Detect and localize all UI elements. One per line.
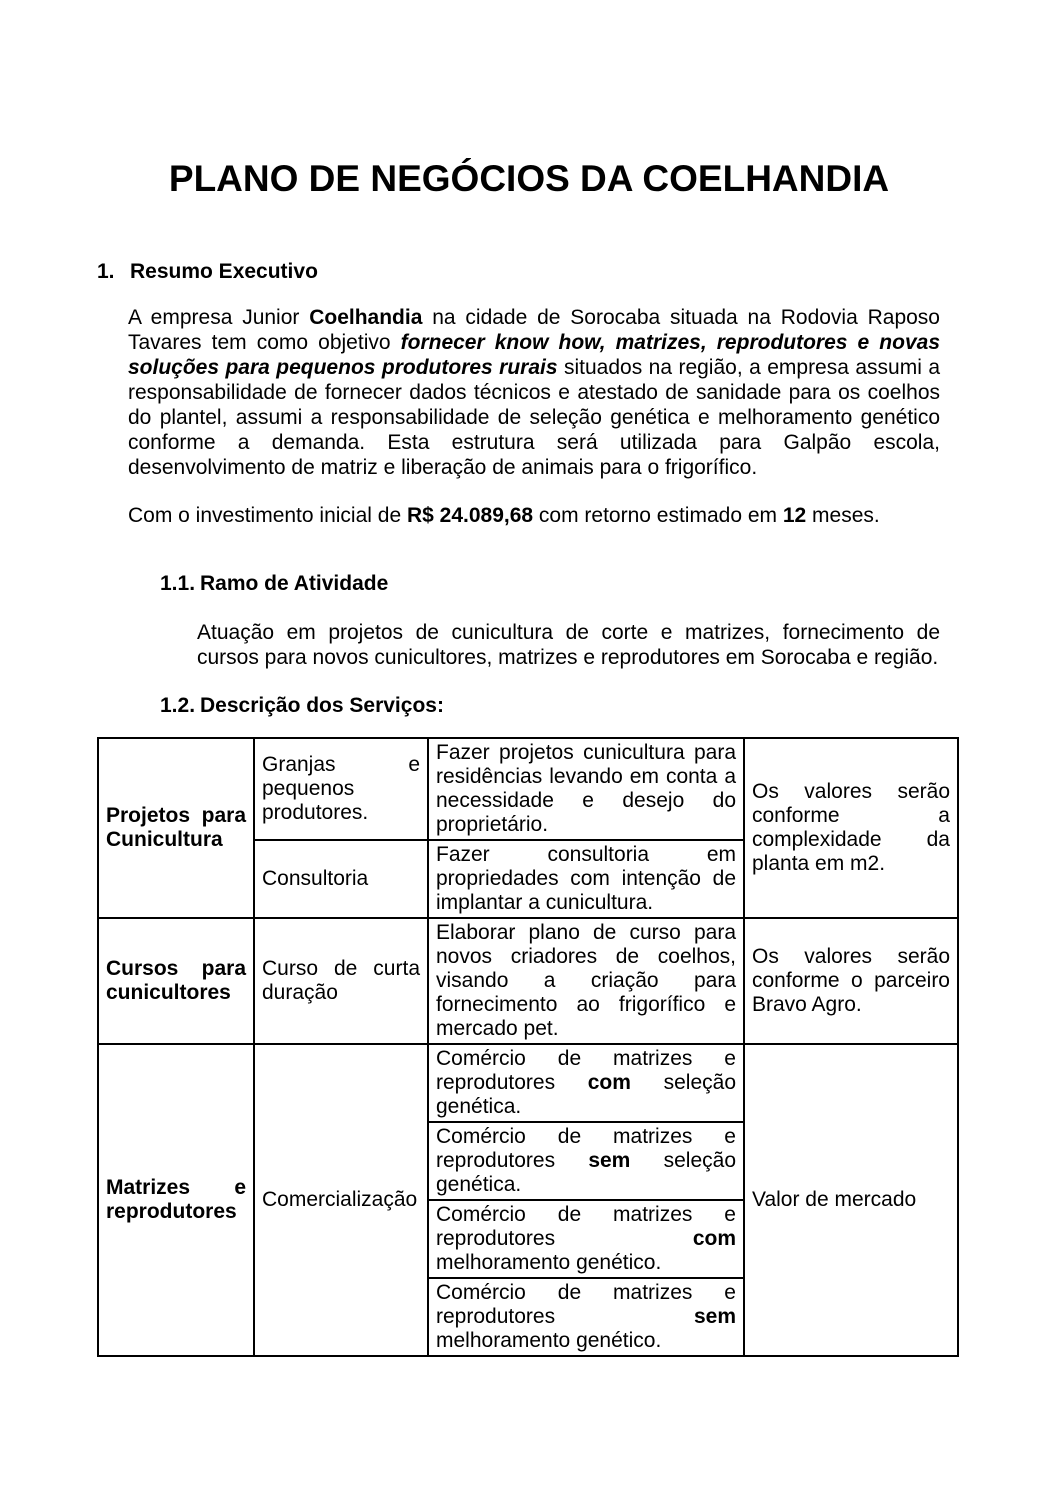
bold-text-amount: R$ 24.089,68 xyxy=(406,504,534,527)
table-cell-description xyxy=(428,1278,744,1356)
bold-text-months: 12 xyxy=(782,504,807,527)
doc-title: PLANO DE NEGÓCIOS DA COELHANDIA xyxy=(168,158,890,199)
text-run: na cidade de Sorocaba situada na Rodovia Raposo Tavares tem como objetivo xyxy=(128,306,940,354)
table-cell-category-projetos: Projetos para Cunicultura xyxy=(98,738,254,918)
text-run: Com o investimento inicial de xyxy=(128,504,407,527)
bold-text-sem: sem xyxy=(693,1305,736,1328)
heading-label: Ramo de Atividade xyxy=(200,572,389,595)
bold-text-com: com xyxy=(587,1071,631,1094)
bold-text-sem: sem xyxy=(588,1149,631,1172)
services-table xyxy=(97,737,959,1357)
text-run: com retorno estimado em xyxy=(533,504,783,527)
table-cell-pricing: Valor de mercado xyxy=(744,1044,958,1356)
table-cell-description xyxy=(428,1122,744,1200)
table-cell-pricing: Os valores serão conforme a complexidade da planta em m2. xyxy=(744,738,958,918)
text-run: Comércio de matrizes e reprodutores xyxy=(436,1281,736,1328)
table-row xyxy=(98,918,958,1044)
section-heading-ramo xyxy=(160,571,1058,596)
text-run: melhoramento genético. xyxy=(436,1329,662,1352)
bold-italic-text-objective: fornecer know how, matrizes, reprodutores e novas soluções para pequenos produtores rurais xyxy=(128,331,940,379)
text-run: Comércio de matrizes e reprodutores xyxy=(436,1125,736,1172)
heading-label: Resumo Executivo xyxy=(130,260,318,283)
bold-text-com: com xyxy=(692,1227,736,1250)
text-run: seleção genética. xyxy=(436,1149,736,1196)
table-cell-client: Comercialização xyxy=(254,1044,428,1356)
table-cell-description xyxy=(428,1200,744,1278)
table-cell-category-matrizes: Matrizes e reprodutores xyxy=(98,1044,254,1356)
table-row xyxy=(98,1044,958,1122)
table-row xyxy=(98,738,958,840)
table-cell-description xyxy=(428,1044,744,1122)
table-cell-client: Granjas e pequenos produtores. xyxy=(254,738,428,840)
table-cell-client: Curso de curta duração xyxy=(254,918,428,1044)
table-cell-description: Fazer consultoria em propriedades com intenção de implantar a cunicultura. xyxy=(428,840,744,918)
text-run: situados na região, a empresa assumi a responsabilidade de fornecer dados técnicos e atestado de sanidade para os coelhos do plantel, assumi a responsabilidade de seleção genética e melhoramento genético conforme a demanda. Esta estrutura será utilizada para Galpão escola, desenvolvimento de matriz e liberação de animais para o frigorífico. xyxy=(128,356,940,479)
heading-number: 1.1. xyxy=(160,572,196,595)
text-run: A empresa Junior xyxy=(128,306,310,329)
table-cell-description: Elaborar plano de curso para novos criadores de coelhos, visando a criação para fornecimento ao frigorífico e mercado pet. xyxy=(428,918,744,1044)
table-cell-client: Consultoria xyxy=(254,840,428,918)
section-heading-resumo xyxy=(97,259,1058,284)
section-heading-servicos xyxy=(160,693,1058,718)
text-run: seleção genética. xyxy=(436,1071,736,1118)
text-run: melhoramento genético. xyxy=(436,1251,662,1274)
table-cell-category-cursos: Cursos para cunicultores xyxy=(98,918,254,1044)
heading-number: 1.2. xyxy=(160,694,196,717)
bold-text-company: Coelhandia xyxy=(309,306,423,329)
text-run: Comércio de matrizes e reprodutores xyxy=(436,1047,736,1094)
paragraph-intro xyxy=(128,305,940,480)
paragraph-ramo: Atuação em projetos de cunicultura de corte e matrizes, fornecimento de cursos para novos cunicultores, matrizes e reprodutores em Sorocaba e região. xyxy=(197,621,940,669)
text-run: Comércio de matrizes e reprodutores xyxy=(436,1203,736,1250)
heading-number: 1. xyxy=(97,260,115,283)
text-run: meses. xyxy=(806,504,880,527)
heading-label: Descrição dos Serviços: xyxy=(200,694,444,717)
table-cell-pricing: Os valores serão conforme o parceiro Bravo Agro. xyxy=(744,918,958,1044)
table-cell-description: Fazer projetos cunicultura para residências levando em conta a necessidade e desejo do proprietário. xyxy=(428,738,744,840)
paragraph-investment xyxy=(128,503,940,528)
